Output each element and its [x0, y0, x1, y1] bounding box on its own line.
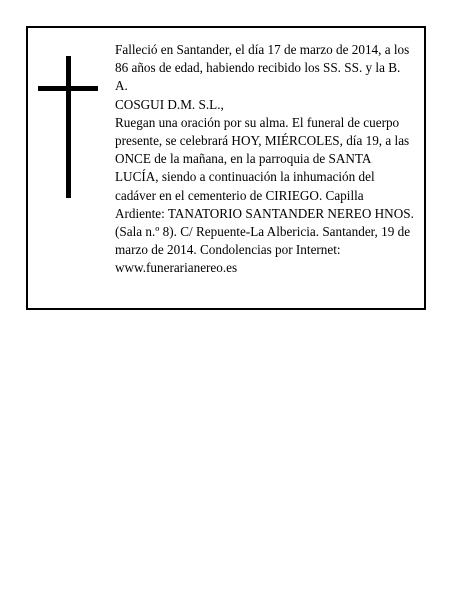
cross-vertical-bar	[66, 56, 71, 198]
notice-paragraph-funeral: Ruegan una oración por su alma. El funeral de cuerpo presente, se celebrará HOY, MIÉRCOLES, día 19, a las ONCE de la mañana, en la parroquia de SANTA LUCÍA, siendo a continuación la inhumación del cadáver en el cementerio de CIRIEGO. Capilla Ardiente: TANATORIO SANTANDER NEREO HNOS. (Sala n.º 8). C/ Repuente-La Albericia. Santander, 19 de marzo de 2014. Condolencias por Internet: www.funerarianereo.es	[115, 114, 414, 276]
obituary-notice	[26, 26, 426, 310]
notice-paragraph-death: Falleció en Santander, el día 17 de marzo de 2014, a los 86 años de edad, habiendo recibido los SS. SS. y la B. A.	[115, 42, 410, 94]
cross-horizontal-bar	[38, 86, 98, 91]
latin-cross-icon	[38, 56, 98, 198]
notice-paragraph-company: COSGUI D.M. S.L.,	[115, 96, 224, 112]
notice-text	[115, 41, 415, 278]
